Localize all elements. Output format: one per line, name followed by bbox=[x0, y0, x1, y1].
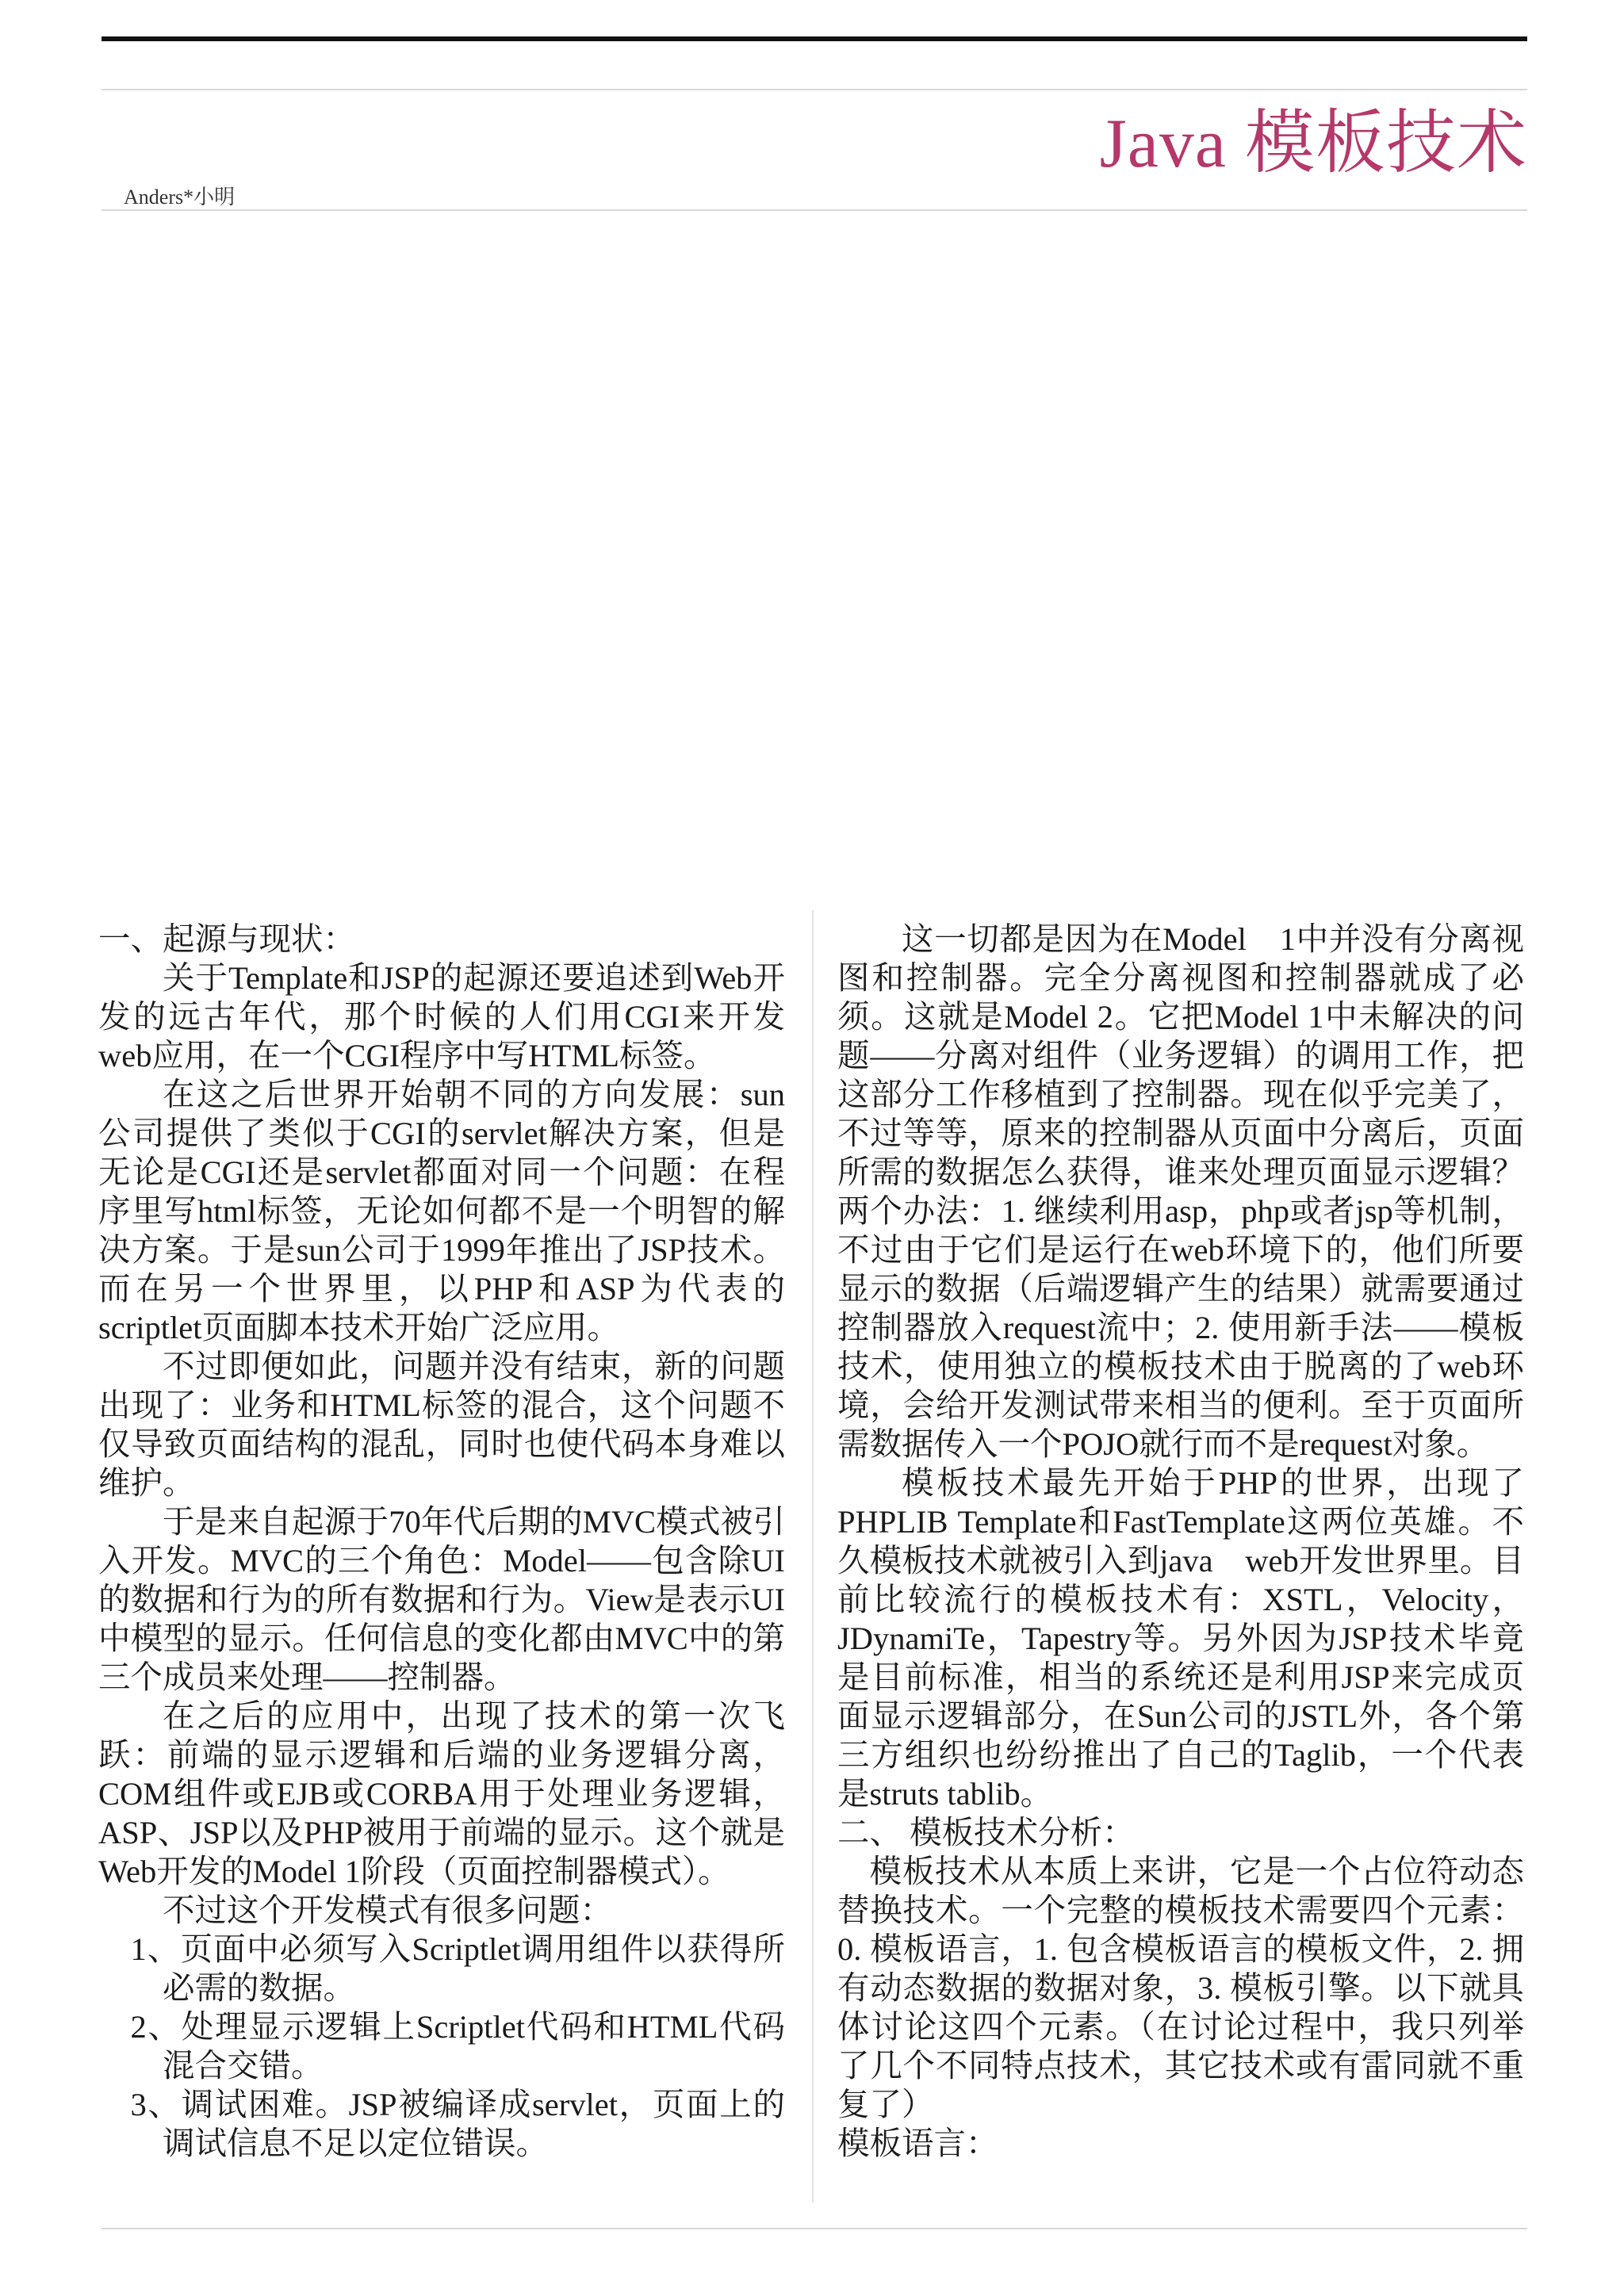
author-name: Anders*小明 bbox=[124, 186, 236, 209]
document-title: Java 模板技术 bbox=[1099, 105, 1527, 182]
column-divider bbox=[812, 910, 814, 2202]
list-item: 2、处理显示逻辑上Scriptlet代码和HTML代码混合交错。 bbox=[130, 2009, 785, 2084]
section-heading: 一、起源与现状： bbox=[98, 921, 355, 957]
top-rule bbox=[102, 36, 1527, 41]
paragraph: 不过这个开发模式有很多问题： bbox=[163, 1892, 612, 1928]
paragraph: 于是来自起源于70年代后期的MVC模式被引入开发。MVC的三个角色：Model——包含除UI的数据和行为的所有数据和行为。View是表示UI中模型的显示。任何信息的变化都由MVC中的第三个成员来处理——控制器。 bbox=[98, 1504, 785, 1695]
header-divider-top bbox=[102, 89, 1527, 90]
paragraph: 关于Template和JSP的起源还要追述到Web开发的远古年代，那个时候的人们用CGI来开发web应用，在一个CGI程序中写HTML标签。 bbox=[98, 960, 785, 1073]
header-divider-bottom bbox=[102, 209, 1527, 211]
list-item: 1、页面中必须写入Scriptlet调用组件以获得所必需的数据。 bbox=[130, 1931, 785, 2006]
paragraph: 不过即便如此，问题并没有结束，新的问题出现了：业务和HTML标签的混合，这个问题不仅导致页面结构的混乱，同时也使代码本身难以维护。 bbox=[98, 1349, 785, 1501]
list-item: 3、调试困难。JSP被编译成servlet，页面上的调试信息不足以定位错误。 bbox=[130, 2087, 785, 2161]
right-column bbox=[837, 920, 1524, 2163]
paragraph: 模板技术从本质上来讲，它是一个占位符动态替换技术。一个完整的模板技术需要四个元素：0. 模板语言，1. 包含模板语言的模板文件，2. 拥有动态数据的数据对象，3. 模板引擎。以下就具体讨论这四个元素。（在讨论过程中，我只列举了几个不同特点技术，其它技术或有雷同就不重复了） bbox=[837, 1854, 1524, 2122]
paragraph: 在之后的应用中，出现了技术的第一次飞跃：前端的显示逻辑和后端的业务逻辑分离，COM组件或EJB或CORBA用于处理业务逻辑，ASP、JSP以及PHP被用于前端的显示。这个就是Web开发的Model 1阶段（页面控制器模式）。 bbox=[98, 1698, 785, 1889]
section-heading: 二、 模板技术分析： bbox=[837, 1815, 1135, 1850]
paragraph: 模板技术最先开始于PHP的世界，出现了PHPLIB Template和FastTemplate这两位英雄。不久模板技术就被引入到java web开发世界里。目前比较流行的模板技术有：XSTL，Velocity，JDynamiTe，Tapestry等。另外因为JSP技术毕竟是目前标准，相当的系统还是利用JSP来完成页面显示逻辑部分，在Sun公司的JSTL外，各个第三方组织也纷纷推出了自己的Taglib，一个代表是struts tablib。 bbox=[837, 1465, 1524, 1812]
footer-divider bbox=[102, 2228, 1527, 2229]
paragraph: 这一切都是因为在Model 1中并没有分离视图和控制器。完全分离视图和控制器就成了必须。这就是Model 2。它把Model 1中未解决的问题——分离对组件（业务逻辑）的调用工作，把这部分工作移植到了控制器。现在似乎完美了，不过等等，原来的控制器从页面中分离后，页面所需的数据怎么获得，谁来处理页面显示逻辑？两个办法：1. 继续利用asp，php或者jsp等机制，不过由于它们是运行在web环境下的，他们所要显示的数据（后端逻辑产生的结果）就需要通过控制器放入request流中；2. 使用新手法——模板技术，使用独立的模板技术由于脱离的了web环境，会给开发测试带来相当的便利。至于页面所需数据传入一个POJO就行而不是request对象。 bbox=[837, 921, 1524, 1462]
subheading: 模板语言： bbox=[837, 2126, 998, 2161]
paragraph: 在这之后世界开始朝不同的方向发展：sun公司提供了类似于CGI的servlet解决方案，但是无论是CGI还是servlet都面对同一个问题：在程序里写html标签，无论如何都不是一个明智的解决方案。于是sun公司于1999年推出了JSP技术。而在另一个世界里，以PHP和ASP为代表的scriptlet页面脚本技术开始广泛应用。 bbox=[98, 1077, 785, 1345]
left-column bbox=[98, 920, 785, 2163]
